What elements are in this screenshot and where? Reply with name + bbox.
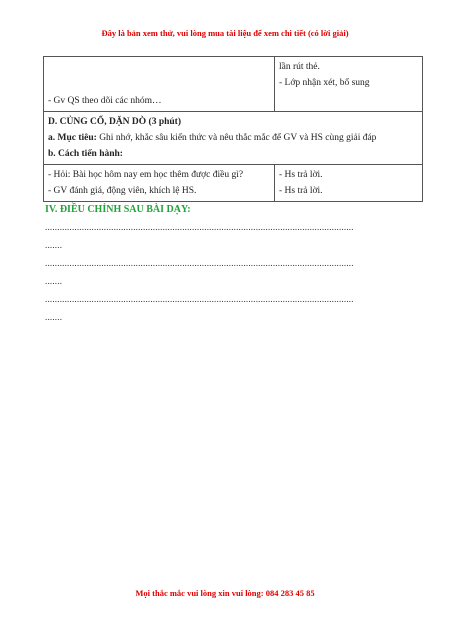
- dotted-line: .......: [45, 312, 63, 322]
- table-row: [44, 57, 423, 112]
- teacher-activity-text: - Hỏi: Bài học hôm nay em học thêm được điều gì?: [48, 170, 244, 180]
- student-cell: [275, 57, 423, 112]
- teacher-activity-text: - Gv QS theo dõi các nhóm…: [48, 96, 162, 106]
- goal-text: Ghi nhớ, khắc sâu kiến thức và nêu thắc mắc để GV và HS cùng giải đáp: [96, 133, 377, 143]
- dotted-line: ..............................................................................................................................: [45, 258, 354, 268]
- preview-notice-header: Đây là bản xem thử, vui lòng mua tài liệu để xem chi tiết (có lời giải): [101, 28, 349, 38]
- lesson-plan-table: [43, 56, 423, 202]
- goal-label: a. Mục tiêu:: [48, 133, 97, 143]
- dotted-line: ..............................................................................................................................: [45, 294, 354, 304]
- section-iv-title: IV. ĐIỀU CHỈNH SAU BÀI DẠY:: [45, 204, 191, 215]
- dotted-line: ..............................................................................................................................: [45, 222, 354, 232]
- method-label: b. Cách tiến hành:: [48, 149, 123, 159]
- section-d-title: D. CỦNG CỐ, DẶN DÒ (3 phút): [48, 117, 182, 127]
- contact-notice-footer: Mọi thắc mắc vui lòng xin vui lòng: 084 283 45 85: [135, 588, 315, 598]
- teacher-cell: [44, 165, 275, 202]
- teacher-cell: [44, 57, 275, 112]
- student-cell: [275, 165, 423, 202]
- teacher-activity-text: - GV đánh giá, động viên, khích lệ HS.: [48, 186, 197, 196]
- student-activity-text: - Lớp nhận xét, bổ sung: [279, 78, 370, 88]
- dotted-line: .......: [45, 240, 63, 250]
- student-activity-text: lần rút thẻ.: [279, 62, 320, 72]
- table-row: [44, 112, 423, 165]
- section-d-cell: [44, 112, 423, 165]
- dotted-line: .......: [45, 276, 63, 286]
- table-row: [44, 165, 423, 202]
- student-activity-text: - Hs trả lời.: [279, 186, 323, 196]
- student-activity-text: - Hs trả lời.: [279, 170, 323, 180]
- section-d-goal: [48, 130, 418, 146]
